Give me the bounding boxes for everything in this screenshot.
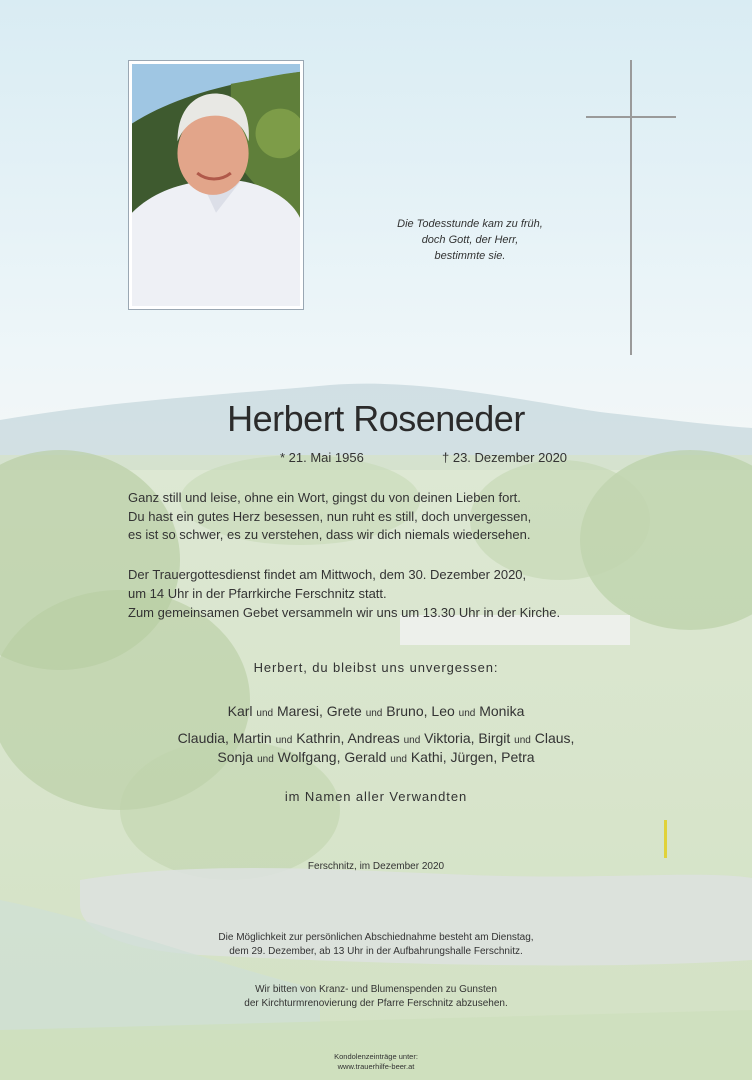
poem-text: Ganz still und leise, ohne ein Wort, gingst du von deinen Lieben fort. Du hast ein gutes Herz besessen, nun ruht es still, doch unvergessen, es ist so schwer, es zu verstehen, dass wir dich niemals wiedersehen. [128, 490, 532, 542]
portrait-photo [128, 60, 304, 310]
family-line-2: Claudia, Martin und Kathrin, Andreas und Viktoria, Birgit und Claus, [177, 730, 575, 746]
condolence-link[interactable]: www.trauerhilfe-beer.at [337, 1062, 415, 1071]
family-line-3: Sonja und Wolfgang, Gerald und Kathi, Jürgen, Petra [217, 749, 535, 765]
service-info: Der Trauergottesdienst findet am Mittwoch, dem 30. Dezember 2020, um 14 Uhr in der Pfarrkirche Ferschnitz statt. [128, 567, 527, 601]
donation-note: Wir bitten von Kranz- und Blumenspenden zu Gunsten der Kirchturmrenovierung der Pfarre Ferschnitz abzusehen. [244, 984, 508, 1009]
cross-icon [586, 60, 676, 355]
death-date: † 23. Dezember 2020 [442, 450, 568, 465]
family-line-1: Karl und Maresi, Grete und Bruno, Leo und Monika [227, 703, 525, 719]
prayer-info: Zum gemeinsamen Gebet versammeln wir uns um 13.30 Uhr in der Kirche. [128, 605, 561, 620]
farewell-line: Herbert, du bleibst uns unvergessen: [253, 660, 499, 675]
birth-date: * 21. Mai 1956 [280, 450, 364, 465]
portrait-image [132, 64, 300, 306]
deceased-name: Herbert Roseneder [227, 398, 525, 439]
place-date: Ferschnitz, im Dezember 2020 [307, 861, 445, 872]
condolence-info: Kondolenzeinträge unter: www.trauerhilfe-beer.at [0, 1052, 752, 1072]
memorial-quote: Die Todesstunde kam zu früh, doch Gott, der Herr, bestimmte sie. [397, 218, 543, 262]
viewing-info: Die Möglichkeit zur persönlichen Abschiednahme besteht am Dienstag, dem 29. Dezember, ab 13 Uhr in der Aufbahrungshalle Ferschnitz. [218, 932, 534, 957]
relatives-line: im Namen aller Verwandten [284, 789, 468, 804]
